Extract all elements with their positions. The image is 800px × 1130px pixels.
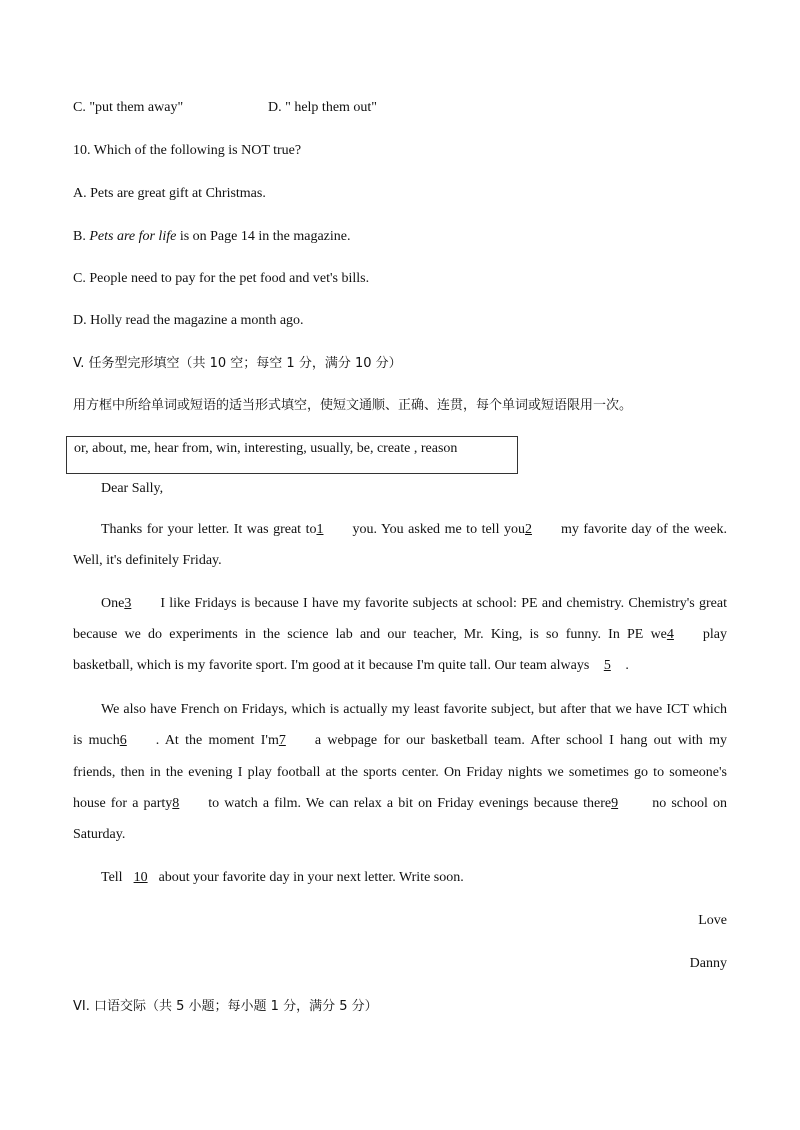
letter-p1-line2: Well, it's definitely Friday. bbox=[73, 553, 222, 568]
q10-option-b-prefix: B. bbox=[73, 229, 90, 244]
letter-p4: Tell 10 about your favorite day in your next letter. Write soon. bbox=[101, 870, 464, 885]
section5-instruction: 用方框中所给单词或短语的适当形式填空，使短文通顺、正确、连贯，每个单词或短语限用一次。 bbox=[73, 398, 633, 413]
q10-option-c: C. People need to pay for the pet food and vet's bills. bbox=[73, 271, 370, 286]
q10-option-b bbox=[73, 228, 351, 246]
q9-option-d: D. " help them out" bbox=[268, 100, 378, 115]
blank-4: 4 bbox=[666, 627, 674, 642]
blank-6: 6 bbox=[119, 733, 127, 748]
letter-p2-line1: One3 I like Fridays is because I have my favorite subjects at school: PE and chemistry. Chemistry's great bbox=[101, 596, 727, 611]
section5-heading: V. 任务型完形填空（共 10 空；每空 1 分，满分 10 分） bbox=[73, 356, 402, 371]
blank-7: 7 bbox=[278, 733, 286, 748]
letter-p3-line3: friends, then in the evening I play football at the sports center. On Friday nights we sometimes go to someone's bbox=[73, 765, 727, 780]
letter-p3-line2: is much6 . At the moment I'm7 a webpage for our basketball team. After school I hang out with my bbox=[73, 733, 727, 748]
section6-heading: VI. 口语交际（共 5 小题；每小题 1 分，满分 5 分） bbox=[73, 999, 378, 1014]
q9-option-c: C. "put them away" bbox=[73, 100, 184, 115]
letter-p2-line3: basketball, which is my favorite sport. I'm good at it because I'm quite tall. Our team always 5 . bbox=[73, 658, 629, 673]
q10-stem: 10. Which of the following is NOT true? bbox=[73, 143, 302, 158]
blank-2: 2 bbox=[524, 522, 532, 537]
letter-p1-line1: Thanks for your letter. It was great to1 you. You asked me to tell you2 my favorite day of the week. bbox=[101, 522, 727, 537]
letter-p3-line4: house for a party8 to watch a film. We can relax a bit on Friday evenings because there9 no school on bbox=[73, 796, 727, 811]
blank-8: 8 bbox=[172, 796, 180, 811]
letter-signature: Danny bbox=[689, 956, 727, 971]
q10-option-d: D. Holly read the magazine a month ago. bbox=[73, 313, 304, 328]
q10-option-a: A. Pets are great gift at Christmas. bbox=[73, 186, 266, 201]
blank-10: 10 bbox=[133, 870, 148, 885]
letter-p3-line5: Saturday. bbox=[73, 827, 126, 842]
q10-option-b-title: Pets are for life bbox=[89, 229, 177, 244]
blank-1: 1 bbox=[316, 522, 324, 537]
q10-option-b-suffix: is on Page 14 in the magazine. bbox=[176, 229, 351, 244]
word-box: or, about, me, hear from, win, interesting, usually, be, create , reason bbox=[66, 436, 518, 474]
letter-closing: Love bbox=[698, 913, 727, 928]
blank-3: 3 bbox=[124, 596, 132, 611]
blank-9: 9 bbox=[611, 796, 619, 811]
letter-greeting: Dear Sally, bbox=[101, 481, 164, 496]
blank-5: 5 bbox=[603, 658, 611, 673]
letter-p3-line1: We also have French on Fridays, which is actually my least favorite subject, but after that we have ICT which bbox=[101, 702, 727, 717]
letter-p2-line2: because we do experiments in the science lab and our teacher, Mr. King, is so funny. In PE we4 play bbox=[73, 627, 727, 642]
